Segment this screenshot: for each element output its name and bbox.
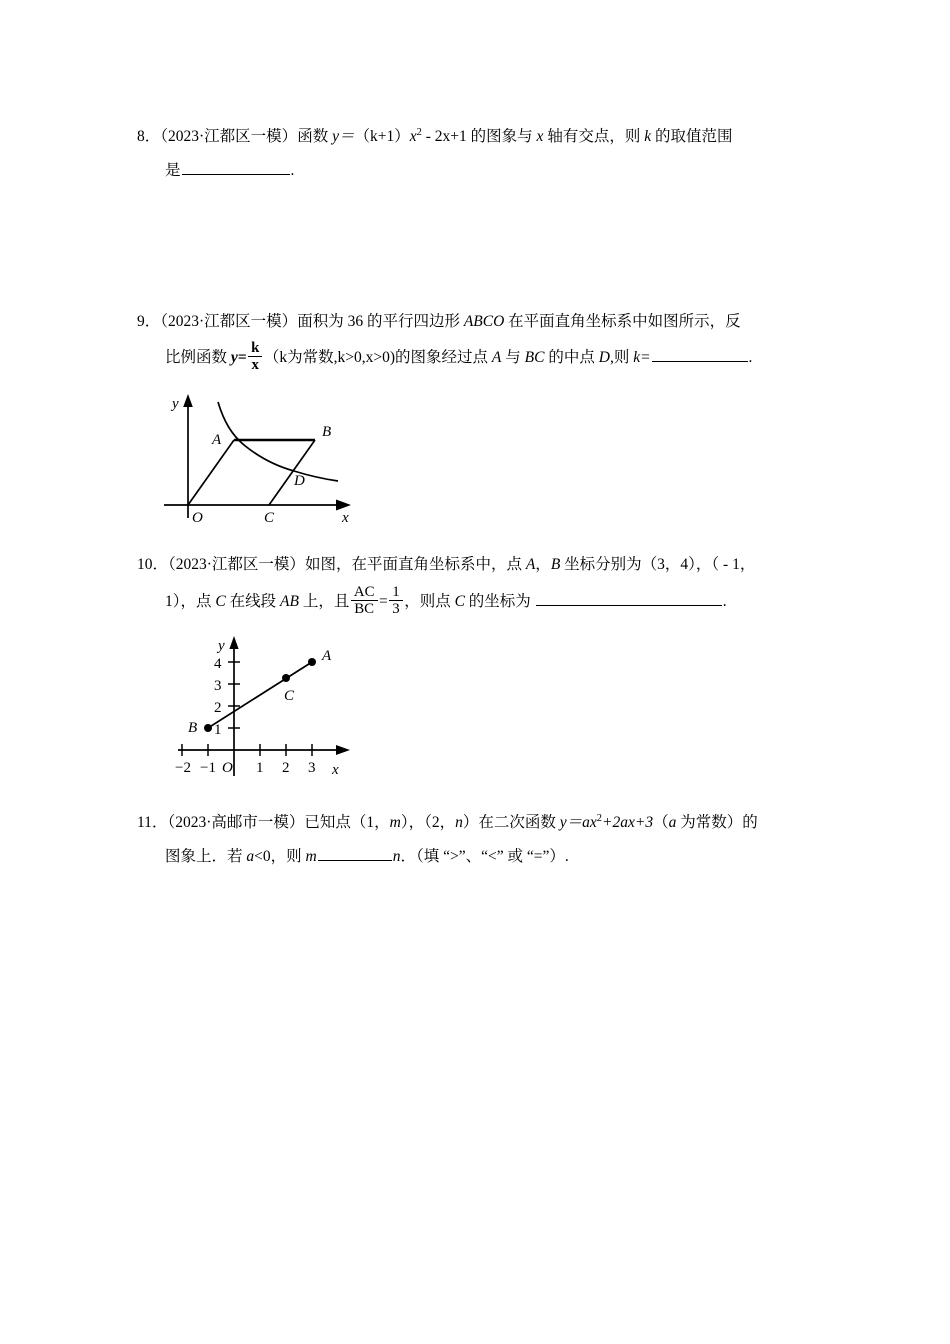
question-10-line-2 xyxy=(137,582,827,622)
x-tick-label-2: 2 xyxy=(282,760,290,776)
question-11-eq-y: y＝ xyxy=(559,814,583,831)
segment-OA xyxy=(188,440,234,505)
y-axis-label: y xyxy=(218,638,225,654)
question-10-text-f: ，则点 xyxy=(404,593,455,610)
question-11-eq-exponent: 2 xyxy=(596,812,603,824)
question-11-dot: ． xyxy=(151,814,168,831)
question-10-answer-blank[interactable] xyxy=(536,590,722,606)
question-9-eq-lhs: y= xyxy=(230,349,247,366)
question-8-dot: ． xyxy=(144,128,161,145)
question-9-line-1 xyxy=(137,305,827,339)
question-8-eq-exponent: 2 xyxy=(416,126,422,138)
y-axis-arrow xyxy=(183,394,193,407)
question-11-var-a: a xyxy=(668,814,677,831)
question-10-text-e: 上，且 xyxy=(298,593,350,610)
x-tick-label-1: 1 xyxy=(256,760,264,776)
question-10-line-1 xyxy=(137,548,827,582)
question-8-text-e: 是 xyxy=(165,162,181,179)
question-11-text-h: ．（填 “>”、“<” 或 “=”）. xyxy=(400,848,569,865)
question-9-fraction-k-over-x xyxy=(248,340,262,373)
question-11-var-n: n xyxy=(455,814,463,831)
y-tick-label-1: 1 xyxy=(214,722,222,738)
question-8-eq-paren: （k+1） xyxy=(354,128,410,145)
question-8-period: . xyxy=(290,162,295,179)
x-axis-arrow xyxy=(336,500,351,511)
question-10 xyxy=(137,548,827,622)
question-10-fraction2-denominator: 3 xyxy=(389,600,402,617)
question-10-fraction2-numerator: 1 xyxy=(392,584,400,601)
question-11-text-b: ），（2， xyxy=(400,814,456,831)
question-8-eq-x: x xyxy=(409,128,417,145)
question-8-text-a: 函数 xyxy=(297,128,333,145)
question-8-var-k: k xyxy=(644,128,652,145)
question-11-text-e: 为常数）的 xyxy=(676,814,758,831)
question-9-text-e: 与 xyxy=(501,349,525,366)
question-10-fraction1-denominator: BC xyxy=(351,600,378,617)
question-8-text-b: 的图象与 xyxy=(466,128,537,145)
y-tick-label-2: 2 xyxy=(214,700,222,716)
question-9-number: 9 xyxy=(137,313,145,330)
point-marker-A xyxy=(308,658,316,666)
point-marker-B xyxy=(204,724,212,732)
hyperbola-curve xyxy=(218,402,338,481)
question-11-line-2 xyxy=(137,840,827,874)
question-11-source: （2023·高邮市一模） xyxy=(167,814,305,831)
point-marker-C xyxy=(282,674,290,682)
question-11-number: 11 xyxy=(137,814,152,831)
question-11-eq-ax: ax xyxy=(582,814,597,831)
question-8-text-c: 轴有交点，则 xyxy=(543,128,645,145)
question-11-answer-blank[interactable] xyxy=(318,845,392,861)
question-9-inverse-equation xyxy=(231,339,264,377)
parallelogram-hyperbola-figure xyxy=(152,392,382,532)
question-10-label-c: C xyxy=(215,593,226,610)
question-10-fraction-one-third xyxy=(389,584,402,617)
x-tick-label--1: −1 xyxy=(200,760,216,776)
question-11-var-n2: n xyxy=(392,848,401,865)
question-8-eq-tail: - 2x+1 xyxy=(421,128,467,145)
question-9-fraction-numerator: k xyxy=(251,340,260,357)
question-8-answer-blank[interactable] xyxy=(182,159,290,175)
point-label-D: D xyxy=(294,473,305,489)
question-11-text-g: <0，则 xyxy=(254,848,306,865)
question-9-period: . xyxy=(748,349,753,366)
y-tick-label-4: 4 xyxy=(214,656,222,672)
question-9-answer-blank[interactable] xyxy=(652,346,748,362)
question-11-text-f: 图象上．若 xyxy=(165,848,247,865)
point-label-B: B xyxy=(188,720,198,736)
question-9-text-d: （k为常数,k>0,x>0)的图象经过点 xyxy=(263,349,492,366)
question-9-fraction-denominator: x xyxy=(248,356,262,373)
question-10-label-a: A xyxy=(525,556,536,573)
question-8-text-d: 的取值范围 xyxy=(651,128,733,145)
question-9-label-abco: ABCO xyxy=(463,313,505,330)
point-label-O: O xyxy=(192,510,203,526)
x-tick-label--2: −2 xyxy=(175,760,191,776)
question-10-label-c2: C xyxy=(454,593,465,610)
question-10-dot: ． xyxy=(152,556,169,573)
point-label-C: C xyxy=(264,510,275,526)
origin-label-O: O xyxy=(222,760,233,776)
point-label-C: C xyxy=(284,688,295,704)
question-10-label-ab: AB xyxy=(280,593,299,610)
segment-BC xyxy=(269,440,315,505)
question-10-text-c: 1），点 xyxy=(165,593,216,610)
question-11-var-m: m xyxy=(389,814,401,831)
question-9-text-c: 比例函数 xyxy=(165,349,231,366)
question-8-line-1 xyxy=(137,120,827,154)
question-10-source: （2023·江都区一模） xyxy=(168,556,305,573)
question-9-label-a: A xyxy=(491,349,502,366)
x-axis-arrow xyxy=(336,745,350,755)
question-8-number: 8 xyxy=(137,128,145,145)
question-10-text-g: 的坐标为 xyxy=(464,593,535,610)
question-8-source: （2023·江都区一模） xyxy=(160,128,298,145)
question-11-eq-tail: +2ax+3 xyxy=(602,814,654,831)
question-9 xyxy=(137,305,827,377)
question-11-line-1 xyxy=(137,806,827,840)
question-9-label-d: D xyxy=(598,349,610,366)
question-10-equals-sign: = xyxy=(379,593,388,610)
question-8 xyxy=(137,120,827,188)
question-10-number: 10 xyxy=(137,556,153,573)
question-10-text-d: 在线段 xyxy=(225,593,280,610)
question-9-text-g: ,则 xyxy=(609,349,634,366)
point-label-B: B xyxy=(322,424,332,440)
y-tick-label-3: 3 xyxy=(214,678,222,694)
question-8-line-2 xyxy=(137,154,827,188)
y-axis-label: y xyxy=(172,396,179,412)
question-9-source: （2023·江都区一模） xyxy=(160,313,298,330)
question-10-fraction1-numerator: AC xyxy=(353,584,375,601)
question-10-fraction-ac-over-bc xyxy=(351,584,378,617)
x-axis-label: x xyxy=(342,510,349,526)
question-10-label-b: B xyxy=(550,556,561,573)
question-8-eq-y: y＝ xyxy=(332,128,355,145)
question-9-text-b: 在平面直角坐标系中如图所示，反 xyxy=(504,313,741,330)
question-11 xyxy=(137,806,827,874)
x-axis-label: x xyxy=(332,762,339,778)
question-10-text-a: 如图，在平面直角坐标系中，点 xyxy=(304,556,526,573)
question-11-var-m2: m xyxy=(305,848,317,865)
question-9-dot: ． xyxy=(144,313,161,330)
y-axis-arrow xyxy=(229,636,238,649)
question-10-text-b: 坐标分别为（3，4），（ - 1， xyxy=(560,556,756,573)
question-11-text-a: 已知点（1， xyxy=(304,814,390,831)
question-11-text-c: ）在二次函数 xyxy=(462,814,560,831)
question-10-comma: ， xyxy=(535,556,551,573)
question-9-line-2 xyxy=(137,339,827,377)
question-10-period: . xyxy=(722,593,727,610)
question-8-var-x: x xyxy=(536,128,544,145)
point-label-A: A xyxy=(212,432,222,448)
question-9-text-a: 面积为 36 的平行四边形 xyxy=(297,313,464,330)
question-11-var-a2: a xyxy=(246,848,255,865)
question-9-label-bc: BC xyxy=(524,349,545,366)
question-9-k-equals: k= xyxy=(633,349,651,366)
x-tick-label-3: 3 xyxy=(308,760,316,776)
segment-AB xyxy=(208,662,312,728)
point-label-A: A xyxy=(322,648,332,664)
question-9-text-f: 的中点 xyxy=(544,349,599,366)
line-segment-ab-figure xyxy=(172,628,372,788)
question-11-text-d: （ xyxy=(653,814,669,831)
